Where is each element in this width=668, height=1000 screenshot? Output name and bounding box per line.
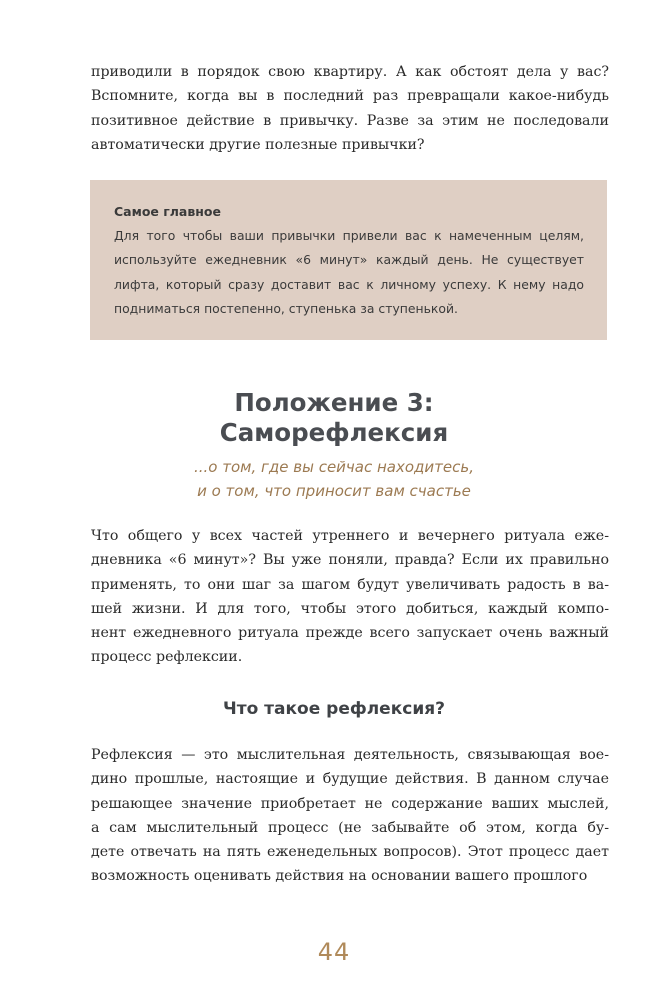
section-title-line: Саморефлексия [219,418,449,447]
paragraph-2 [91,524,609,670]
paragraph-line: решающее значение приобретает не содержание ваших мыслей, [91,795,609,812]
highlight-line: лифта, который сразу доставит вас к личному успеху. К нему надо [114,276,584,292]
highlight-line: используйте ежедневник «6 минут» каждый день. Не существует [114,252,584,268]
intro-line: автоматически другие полезные привычки? [91,136,425,153]
paragraph-line: Что общего у всех частей утреннего и вечернего ритуала еже- [91,528,609,544]
subheading: Что такое рефлексия? [222,699,446,719]
highlight-line: Для того чтобы ваши привычки привели вас к намеченным целям, [114,228,584,243]
paragraph-3 [91,743,609,889]
subtitle-line: и о том, что приносит вам счастье [197,482,471,500]
paragraph-line: Рефлексия — это мыслительная деятельность, связывающая вое- [91,747,609,763]
highlight-box-title: Самое главное [114,204,221,219]
subtitle-line: ...о том, где вы сейчас находитесь, [193,458,474,476]
paragraph-line: дино прошлые, настоящие и будущие действия. В данном случае [91,771,609,788]
paragraph-line: шей жизни. И для того, чтобы этого добиться, каждый компо- [91,600,609,617]
paragraph-line: нент ежедневного ритуала прежде всего запускает очень важный [91,625,609,642]
highlight-box-text [114,224,584,321]
section-title-line: Положение 3: [234,388,434,417]
section-title [0,388,668,448]
intro-line: приводили в порядок свою квартиру. А как обстоят дела у вас? [91,64,609,80]
paragraph-line: процесс рефлексии. [91,649,243,666]
highlight-box [90,180,607,340]
highlight-line: подниматься постепенно, ступенька за ступенькой. [114,300,458,316]
section-subtitle [0,455,668,503]
page-number: 44 [317,938,351,966]
paragraph-line: дете отвечать на пять еженедельных вопросов). Этот процесс дает [91,844,609,861]
intro-paragraph [91,60,609,157]
intro-line: Вспомните, когда вы в последний раз превращали какое-нибудь [91,88,609,105]
paragraph-line: дневника «6 минут»? Вы уже поняли, правда? Если их правильно [91,552,609,569]
paragraph-line: а сам мыслительный процесс (не забывайте об этом, когда бу- [91,819,609,836]
paragraph-line: возможность оценивать действия на основании вашего прошлого [91,868,588,885]
paragraph-line: применять, то они шаг за шагом будут увеличивать радость в ва- [91,576,609,593]
intro-line: позитивное действие в привычку. Разве за этим не последовали [91,112,609,129]
